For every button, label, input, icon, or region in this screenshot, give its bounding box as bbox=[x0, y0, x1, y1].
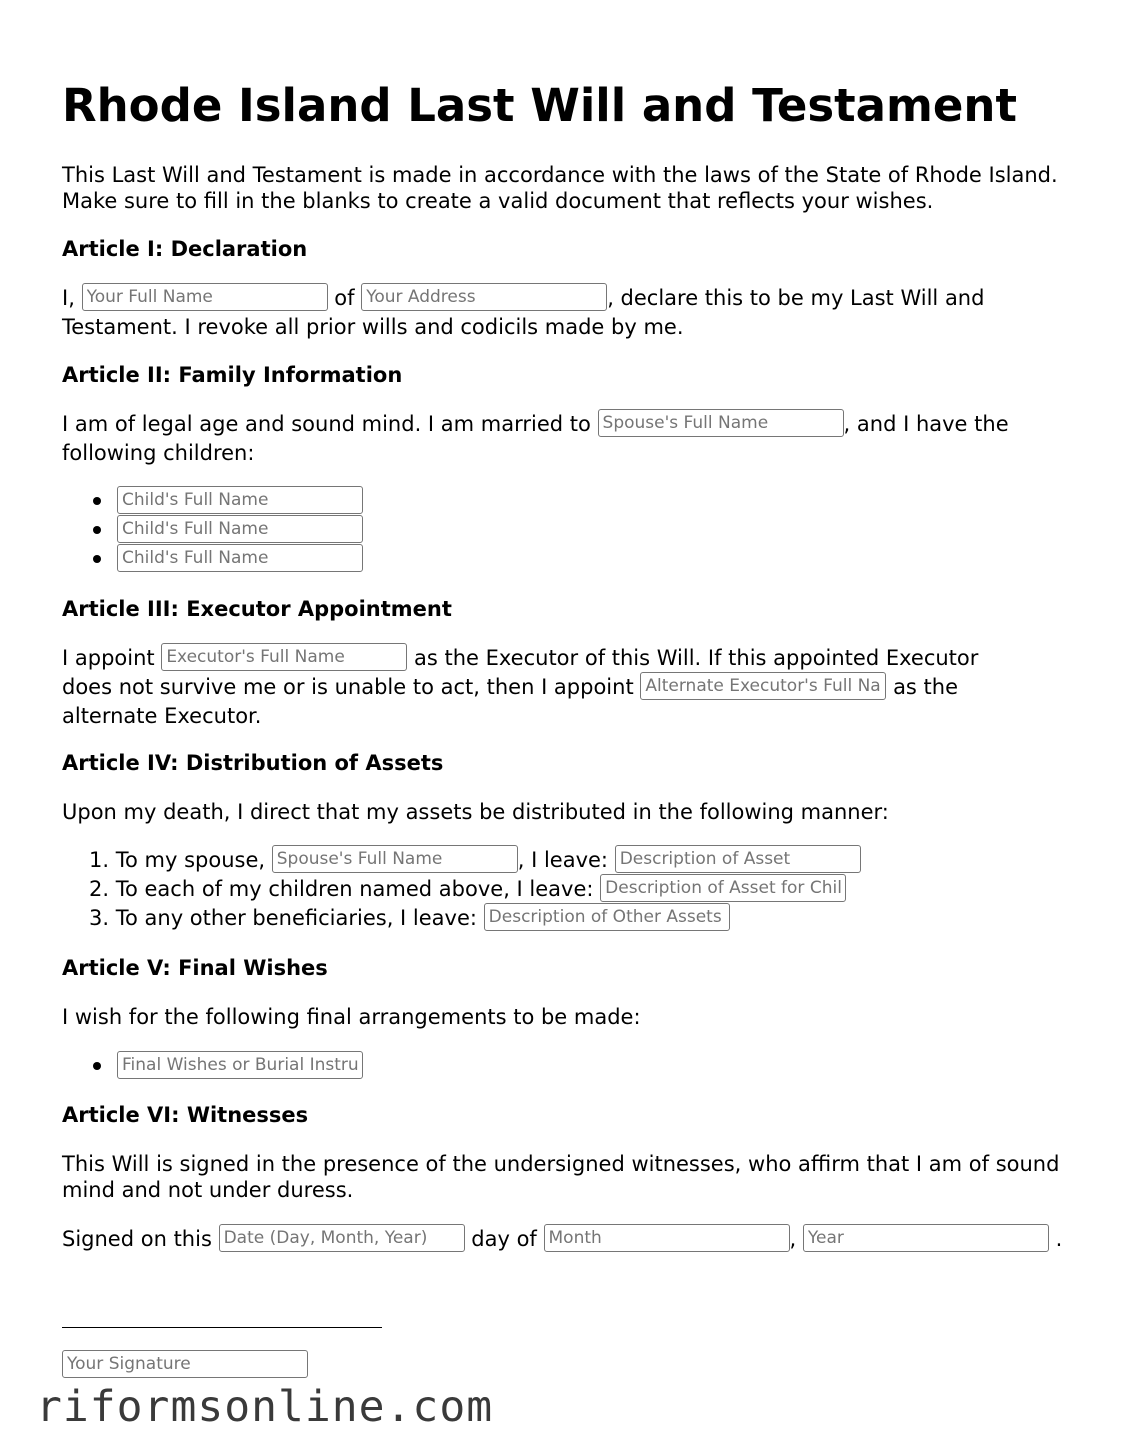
child-name-input[interactable] bbox=[117, 544, 363, 572]
article-3-heading: Article III: Executor Appointment bbox=[62, 597, 452, 621]
item-number: 2. bbox=[89, 877, 110, 901]
article-6-heading: Article VI: Witnesses bbox=[62, 1103, 309, 1127]
children-asset-input[interactable] bbox=[600, 874, 846, 902]
spouse-name-input[interactable] bbox=[598, 409, 844, 437]
article-3-text-part: as the alternate Executor. bbox=[62, 675, 959, 728]
article-4-intro: Upon my death, I direct that my assets be distributed in the following manner: bbox=[62, 800, 889, 824]
intro-paragraph: This Last Will and Testament is made in accordance with the laws of the State of Rhode Island. Make sure to fill in the blanks to create a valid document that reflects your wishes. bbox=[62, 163, 1058, 213]
spouse-asset-input[interactable] bbox=[615, 845, 861, 873]
child-name-input[interactable] bbox=[117, 486, 363, 514]
article-2-text bbox=[62, 410, 1062, 467]
list-item bbox=[62, 1052, 363, 1081]
signed-text-part: day of bbox=[471, 1227, 537, 1251]
article-1-text-part: , declare this to be my Last Will and Testament. I revoke all prior wills and codicils made by me. bbox=[62, 286, 985, 339]
article-1-text-part: of bbox=[334, 286, 355, 310]
signed-text-part: Signed on this bbox=[62, 1227, 212, 1251]
list-item bbox=[62, 487, 363, 516]
article-2-heading: Article II: Family Information bbox=[62, 363, 403, 387]
list-item bbox=[62, 516, 363, 545]
signed-on-line bbox=[62, 1225, 1072, 1254]
article-3-text-part: I appoint bbox=[62, 646, 155, 670]
item-text: , I leave: bbox=[517, 848, 608, 872]
final-wishes-list bbox=[62, 1052, 363, 1081]
year-input[interactable] bbox=[803, 1224, 1049, 1252]
article-5-heading: Article V: Final Wishes bbox=[62, 956, 328, 980]
item-text: To each of my children named above, I leave: bbox=[115, 877, 594, 901]
item-text: To my spouse, bbox=[115, 848, 266, 872]
date-input[interactable] bbox=[219, 1224, 465, 1252]
month-input[interactable] bbox=[544, 1224, 790, 1252]
address-input[interactable] bbox=[361, 283, 607, 311]
list-item bbox=[62, 545, 363, 574]
executor-name-input[interactable] bbox=[161, 643, 407, 671]
article-2-text-part: I am of legal age and sound mind. I am married to bbox=[62, 412, 591, 436]
list-item bbox=[62, 846, 861, 875]
list-item bbox=[62, 875, 861, 904]
article-3-text bbox=[62, 644, 1022, 730]
article-1-text bbox=[62, 284, 1022, 341]
signed-text-part: , bbox=[789, 1227, 797, 1251]
article-4-heading: Article IV: Distribution of Assets bbox=[62, 751, 444, 775]
other-asset-input[interactable] bbox=[484, 903, 730, 931]
signature-block bbox=[62, 1351, 308, 1380]
page-title: Rhode Island Last Will and Testament bbox=[62, 79, 1017, 132]
article-6-intro: This Will is signed in the presence of the undersigned witnesses, who affirm that I am of sound mind and not under duress. bbox=[62, 1152, 1060, 1202]
article-2-text-part: , and I have the following children: bbox=[62, 412, 1009, 465]
full-name-input[interactable] bbox=[82, 283, 328, 311]
signature-line bbox=[62, 1327, 382, 1328]
spouse-name-input[interactable] bbox=[272, 845, 518, 873]
alternate-executor-input[interactable] bbox=[640, 672, 886, 700]
asset-list bbox=[62, 846, 861, 933]
child-name-input[interactable] bbox=[117, 515, 363, 543]
item-number: 1. bbox=[89, 848, 110, 872]
article-1-heading: Article I: Declaration bbox=[62, 237, 308, 261]
list-item bbox=[62, 904, 861, 933]
article-1-text-part: I, bbox=[62, 286, 75, 310]
article-3-text-part: as the Executor of this Will. If this appointed Executor does not survive me or is unable to act, then I appoint bbox=[62, 646, 979, 699]
item-number: 3. bbox=[89, 906, 110, 930]
children-list bbox=[62, 487, 363, 574]
signature-input[interactable] bbox=[62, 1350, 308, 1378]
article-5-intro: I wish for the following final arrangements to be made: bbox=[62, 1005, 641, 1029]
final-wishes-input[interactable] bbox=[117, 1051, 363, 1079]
signed-text-part: . bbox=[1055, 1227, 1063, 1251]
item-text: To any other beneficiaries, I leave: bbox=[115, 906, 477, 930]
watermark: riformsonline.com bbox=[36, 1382, 494, 1432]
